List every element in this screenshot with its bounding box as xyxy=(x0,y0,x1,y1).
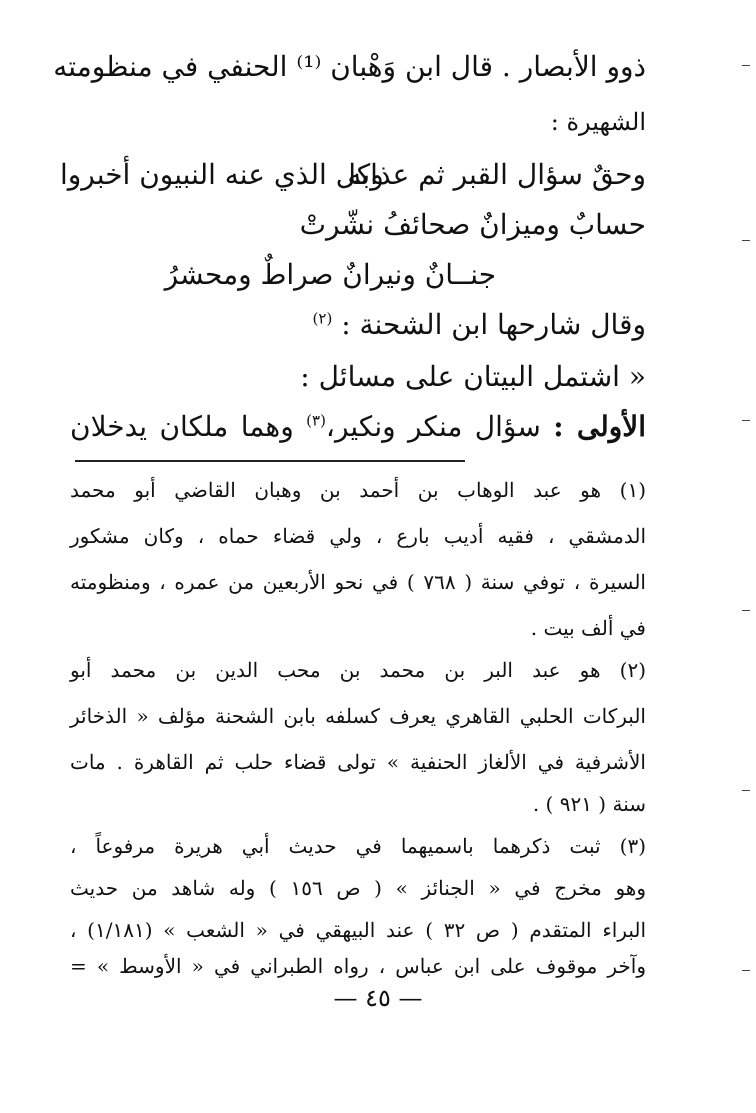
footnote-ref-2: (٢) xyxy=(312,309,333,328)
first-issue-tail: وهما ملكان يدخلان xyxy=(70,410,294,443)
verse-1-second-hemistich: وكل الذي عنه النبيون أخبروا xyxy=(60,158,384,191)
footnote-1-line-1: (١) هو عبد الوهاب بن أحمد بن وهبان القاضي أبو محمد xyxy=(70,478,646,502)
verse-2-second-hemistich: جنــانٌ ونيرانٌ صراطٌ ومحشرُ xyxy=(164,258,496,291)
first-issue-line xyxy=(70,410,646,443)
footnote-3-line-3: البراء المتقدم ( ص ٣٢ ) عند البيهقي في « الشعب » (١/١٨١) ، xyxy=(70,918,647,942)
quote-line: « اشتمل البيتان على مسائل : xyxy=(300,360,646,393)
margin-tick xyxy=(742,65,750,66)
page-number: — ٤٥ — xyxy=(333,984,423,1012)
footnote-2-line-3: الأشرفية في الألغاز الحنفية » تولى قضاء حلب ثم القاهرة . مات xyxy=(70,750,646,774)
margin-tick xyxy=(742,610,750,611)
footnote-1-line-4: في ألف بيت . xyxy=(530,616,646,640)
first-issue-text: سؤال منكر ونكير، xyxy=(325,410,541,443)
body-line-1: ذوو الأبصار . قال ابن وَهْبان ⁽¹⁾ الحنفي في منظومته xyxy=(53,50,646,83)
margin-tick xyxy=(742,790,750,791)
footnote-3-line-1: (٣) ثبت ذكرهما باسميهما في حديث أبي هريرة مرفوعاً ، xyxy=(70,834,646,858)
footnote-ref-3: (٣) xyxy=(306,411,326,430)
body-line-2: الشهيرة : xyxy=(550,108,646,136)
footnote-1-line-2: الدمشقي ، فقيه أديب بارع ، ولي قضاء حماه ، وكان مشكور xyxy=(70,524,646,548)
first-issue-label: الأولى : xyxy=(553,410,647,443)
footnote-1-line-3: السيرة ، توفي سنة ( ٧٦٨ ) في نحو الأربعين من عمره ، ومنظومته xyxy=(70,570,646,594)
margin-tick xyxy=(742,240,750,241)
verse-1-first-hemistich: وحقٌ سؤال القبر ثم عذابه xyxy=(347,158,646,191)
footnote-2-line-2: البركات الحلبي القاهري يعرف كسلفه بابن الشحنة مؤلف « الذخائر xyxy=(70,704,646,728)
margin-tick xyxy=(742,420,750,421)
footnote-separator xyxy=(75,460,465,462)
commentary-intro-text: وقال شارحها ابن الشحنة : xyxy=(341,308,646,341)
footnote-2-line-4: سنة ( ٩٢١ ) . xyxy=(532,792,646,816)
footnote-2-line-1: (٢) هو عبد البر بن محمد بن محب الدين بن محمد أبو xyxy=(70,658,646,682)
footnote-3-line-2: وهو مخرج في « الجنائز » ( ص ١٥٦ ) وله شاهد من حديث xyxy=(70,876,646,900)
footnote-3-line-4: وآخر موقوف على ابن عباس ، رواه الطبراني في « الأوسط » = xyxy=(70,954,646,978)
commentary-intro xyxy=(313,308,646,341)
verse-2-first-hemistich: حسابٌ وميزانٌ صحائفُ نشّرتْ xyxy=(299,208,646,241)
margin-tick xyxy=(742,970,750,971)
